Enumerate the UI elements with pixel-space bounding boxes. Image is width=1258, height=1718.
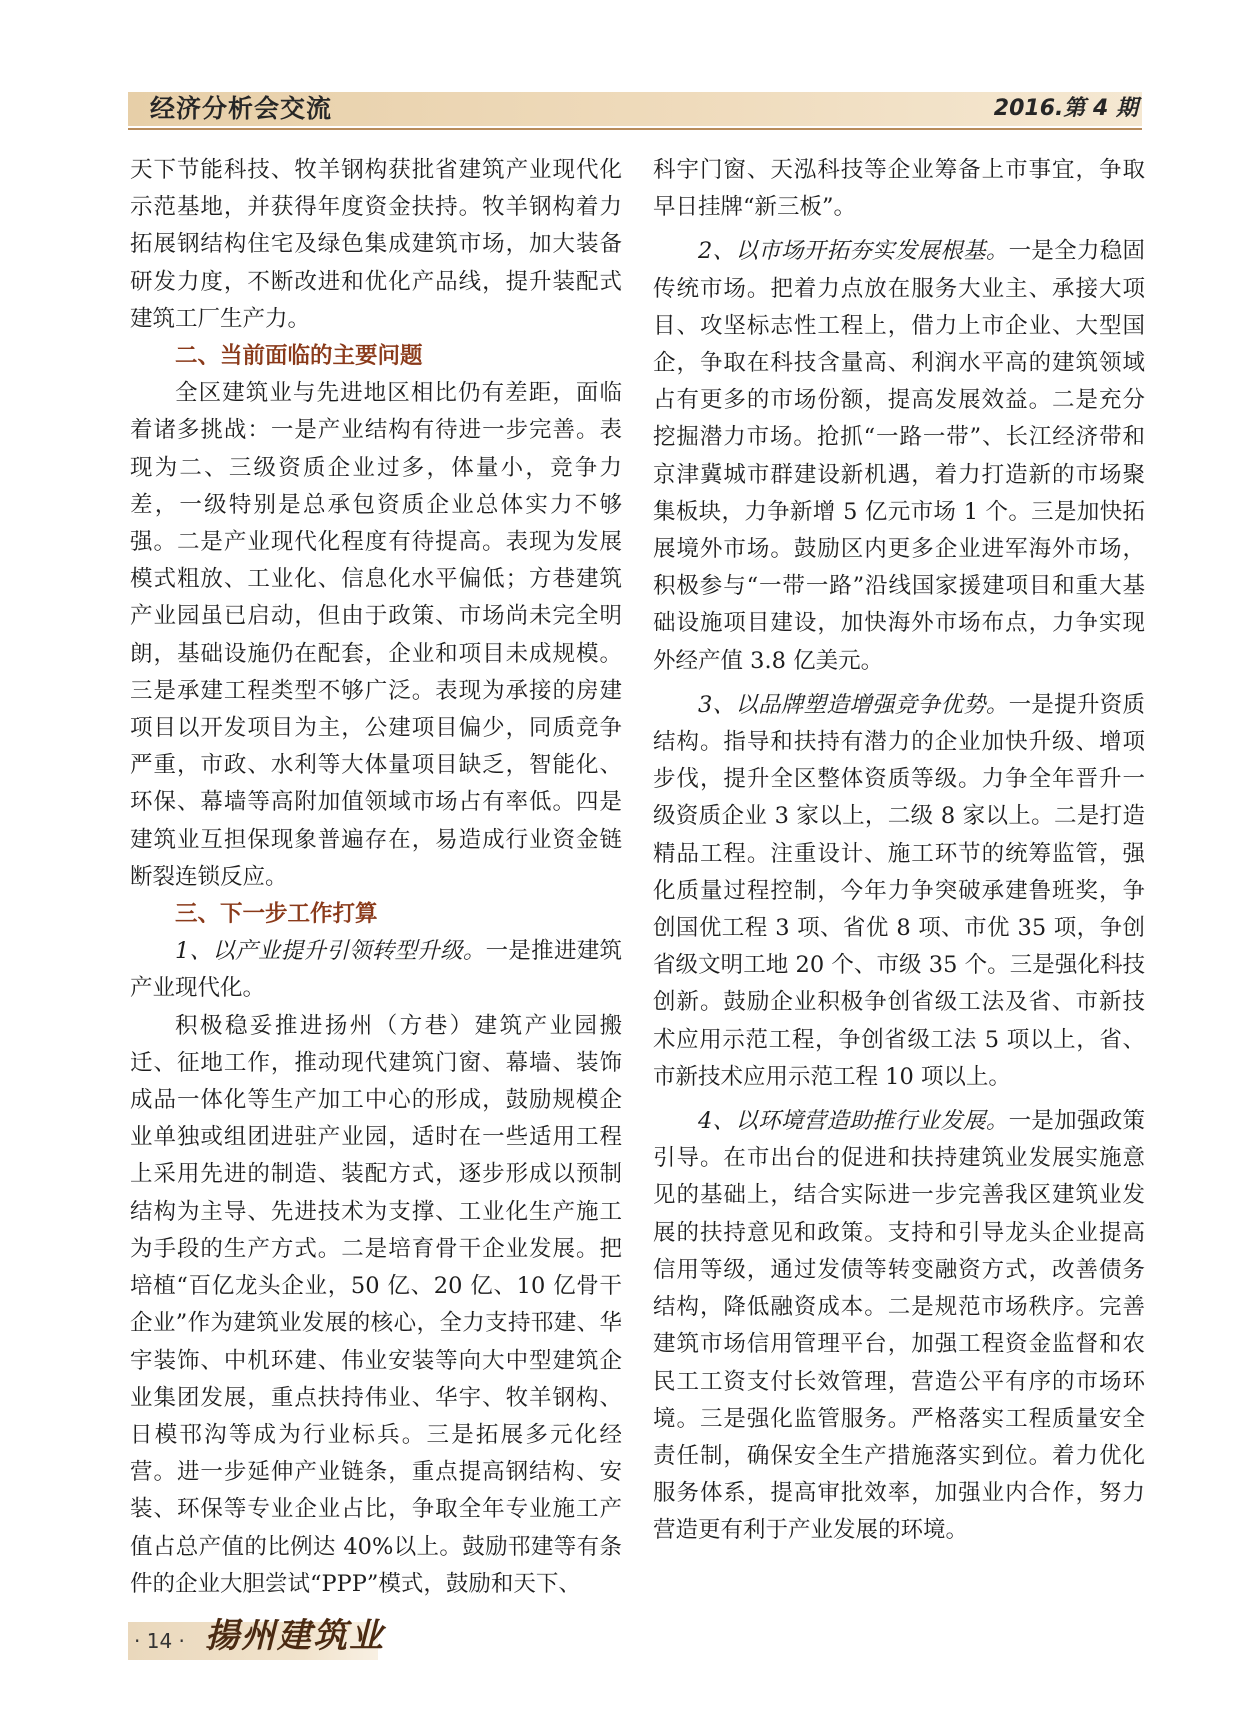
subsection-1-title: 1、以产业提升引领转型升级。 — [175, 938, 486, 965]
industry-paragraph: 积极稳妥推进扬州（方巷）建筑产业园搬迁、征地工作，推动现代建筑门窗、幕墙、装饰成品一体化等生产加工中心的形成，鼓励规模企业单独或组团进驻产业园，适时在一些适用工程上采用先进的制造、装配方式，逐步形成以预制结构为主导、先进技术为支撑、工业化生产施工为手段的生产方式。二是培育骨干企业发展。把培植“百亿龙头企业，50 亿、20 亿、10 亿骨干企业”作为建筑业发展的核心，全力支持邗建、华宇装饰、中机环建、伟业安装等向大中型建筑企业集团发展，重点扶持伟业、华宇、牧羊钢构、日模邗沟等成为行业标兵。三是拓展多元化经营。进一步延伸产业链条，重点提高钢结构、安装、环保等专业企业占比，争取全年专业施工产值占总产值的比例达 40%以上。鼓励邗建等有条件的企业大胆尝试“PPP”模式，鼓励和天下、 — [130, 1012, 622, 1597]
subsection-1-text: 一是推进建筑产业现代化。 — [130, 938, 622, 1002]
subsection-3-title: 3、以品牌塑造增强竞争优势。 — [698, 691, 1009, 718]
subsection-4-title: 4、以环境营造助推行业发展。 — [698, 1108, 1009, 1135]
header-rule — [128, 128, 1142, 130]
section-heading-problems: 二、当前面临的主要问题 — [175, 343, 423, 370]
left-column — [130, 152, 622, 1603]
subsection-3 — [653, 687, 1145, 1096]
running-header-title: 经济分析会交流 — [150, 94, 333, 123]
subsection-4-text: 一是加强政策引导。在市出台的促进和扶持建筑业发展实施意见的基础上，结合实际进一步完善我区建筑业发展的扶持意见和政策。支持和引导龙头企业提高信用等级，通过发债等转变融资方式，改善债务结构，降低融资成本。二是规范市场秩序。完善建筑市场信用管理平台，加强工程资金监督和农民工工资支付长效管理，营造公平有序的市场环境。三是强化监管服务。严格落实工程质量安全责任制，确保安全生产措施落实到位。着力优化服务体系，提高审批效率，加强业内合作，努力营造更有利于产业发展的环境。 — [653, 1108, 1145, 1544]
subsection-3-text: 一是提升资质结构。指导和扶持有潜力的企业加快升级、增项步伐，提升全区整体资质等级。力争全年晋升一级资质企业 3 家以上，二级 8 家以上。二是打造精品工程。注重设计、施工环节的统筹监管，强化质量过程控制，今年力争突破承建鲁班奖，争创国优工程 3 项、省优 8 项、市优 35 项，争创省级文明工地 20 个、市级 35 个。三是强化科技创新。鼓励企业积极争创省级工法及省、市新技术应用示范工程，争创省级工法 5 项以上，省、市新技术应用示范工程 10 项以上。 — [653, 691, 1145, 1090]
subsection-4 — [653, 1103, 1145, 1549]
problems-paragraph: 全区建筑业与先进地区相比仍有差距，面临着诸多挑战：一是产业结构有待进一步完善。表现为二、三级资质企业过多，体量小，竞争力差，一级特别是总承包资质企业总体实力不够强。二是产业现代化程度有待提高。表现为发展模式粗放、工业化、信息化水平偏低；方巷建筑产业园虽已启动，但由于政策、市场尚未完全明朗，基础设施仍在配套，企业和项目未成规模。三是承建工程类型不够广泛。表现为承接的房建项目以开发项目为主，公建项目偏少，同质竞争严重，市政、水利等大体量项目缺乏，智能化、环保、幕墙等高附加值领域市场占有率低。四是建筑业互担保现象普遍存在，易造成行业资金链断裂连锁反应。 — [130, 380, 622, 890]
subsection-2 — [653, 233, 1145, 679]
subsection-1 — [130, 933, 622, 1007]
right-column — [653, 152, 1145, 1550]
page-number: · 14 · — [134, 1629, 185, 1653]
continued-paragraph-right: 科宇门窗、天泓科技等企业筹备上市事宜，争取早日挂牌“新三板”。 — [653, 157, 1145, 221]
section-heading-next-steps: 三、下一步工作打算 — [175, 901, 378, 928]
magazine-logo: 揚州建筑业 — [205, 1616, 385, 1656]
issue-label: 2016.第 4 期 — [993, 96, 1138, 121]
subsection-2-text: 一是全力稳固传统市场。把着力点放在服务大业主、承接大项目、攻坚标志性工程上，借力上市企业、大型国企，争取在科技含量高、利润水平高的建筑领域占有更多的市场份额，提高发展效益。二是充分挖掘潜力市场。抢抓“一路一带”、长江经济带和京津冀城市群建设新机遇，着力打造新的市场聚集板块，力争新增 5 亿元市场 1 个。三是加快拓展境外市场。鼓励区内更多企业进军海外市场，积极参与“一带一路”沿线国家援建项目和重大基础设施项目建设，加快海外市场布点，力争实现外经产值 3.8 亿美元。 — [653, 238, 1145, 674]
continued-paragraph: 天下节能科技、牧羊钢构获批省建筑产业现代化示范基地，并获得年度资金扶持。牧羊钢构着力拓展钢结构住宅及绿色集成建筑市场，加大装备研发力度，不断改进和优化产品线，提升装配式建筑工厂生产力。 — [130, 157, 622, 332]
subsection-2-title: 2、以市场开拓夯实发展根基。 — [698, 238, 1009, 265]
